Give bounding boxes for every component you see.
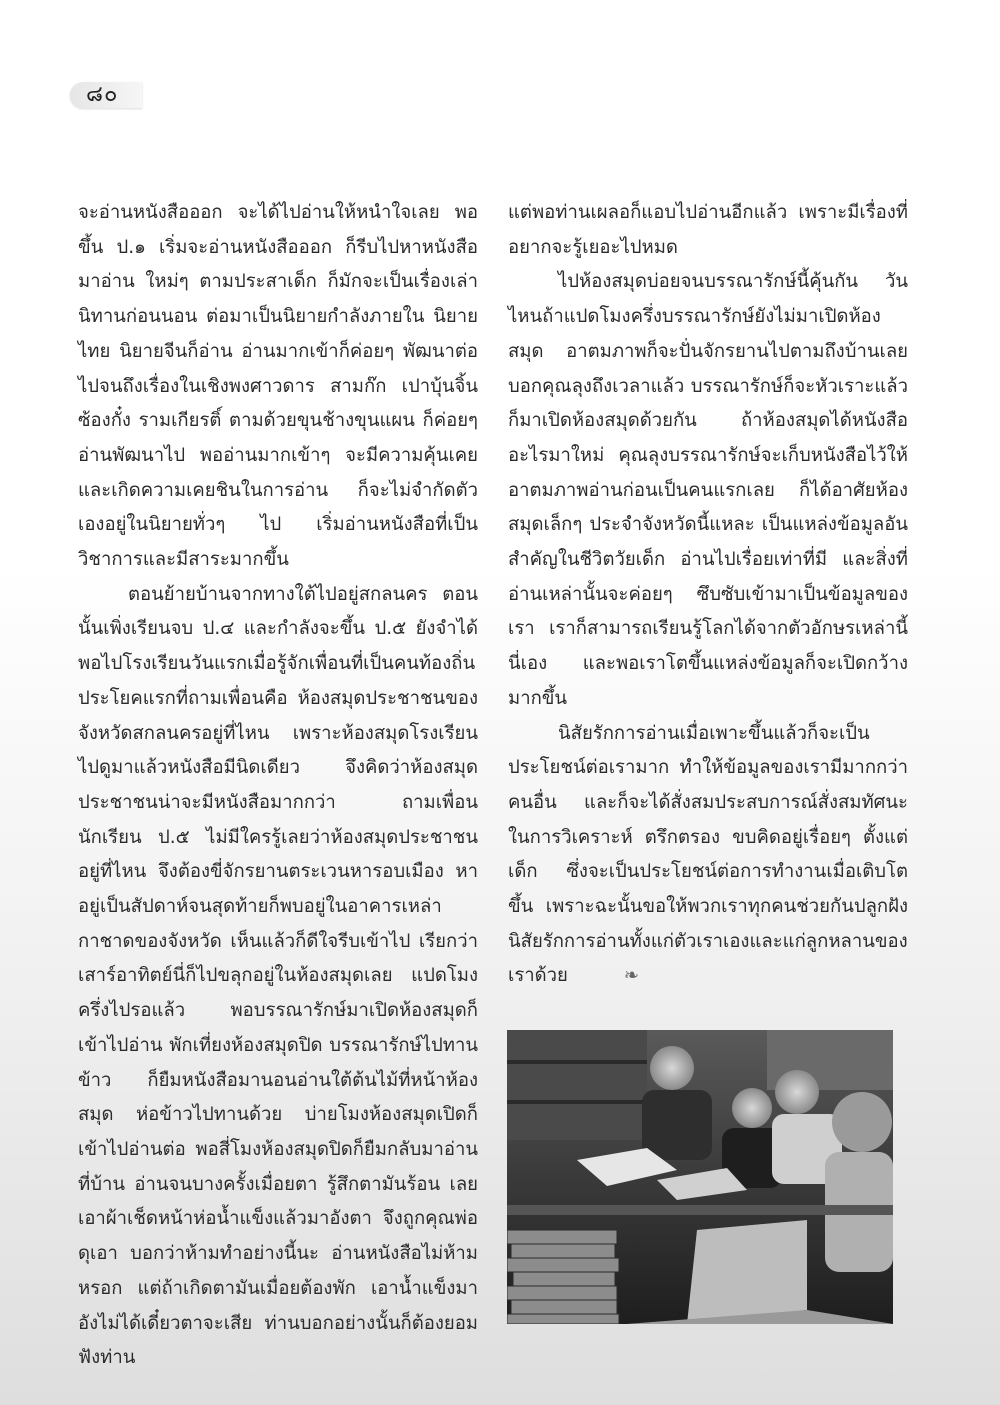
paragraph: ตอนย้ายบ้านจากทางใต้ไปอยู่สกลนคร ตอนนั้นเพิ่งเรียนจบ ป.๔ และกำลังจะขึ้น ป.๕ ยังจำได้ พอไปโรงเรียนวันแรกเมื่อรู้จักเพื่อนที่เป็นคนท้องถิ่น ประโยคแรกที่ถามเพื่อนคือ ห้องสมุดประชาชนของจังหวัดสกลนครอยู่ที่ไหน เพราะห้องสมุดโรงเรียนไปดูมาแล้วหนังสือมีนิดเดียว จึงคิดว่าห้องสมุดประชาชนน่าจะมีหนังสือมากกว่า ถามเพื่อนนักเรียน ป.๕ ไม่มีใครรู้เลยว่าห้องสมุดประชาชนอยู่ที่ไหน จึงต้องขี่จักรยานตระเวนหารอบเมือง หาอยู่เป็นสัปดาห์จนสุดท้ายก็พบอยู่ในอาคารเหล่ากาชาดของจังหวัด เห็นแล้วก็ดีใจรีบเข้าไป เรียกว่าเสาร์อาทิตย์นี่ก็ไปขลุกอยู่ในห้องสมุดเลย แปดโมงครึ่งไปรอแล้ว พอบรรณารักษ์มาเปิดห้องสมุดก็เข้าไปอ่าน พักเที่ยงห้องสมุดปิด บรรณารักษ์ไปทานข้าว ก็ยืมหนังสือมานอนอ่านใต้ต้นไม้ที่หน้าห้องสมุด ห่อข้าวไปทานด้วย บ่ายโมงห้องสมุดเปิดก็เข้าไปอ่านต่อ พอสี่โมงห้องสมุดปิดก็ยืมกลับมาอ่านที่บ้าน อ่านจนบางครั้งเมื่อยตา รู้สึกตามันร้อน เลยเอาผ้าเช็ดหน้าห่อน้ำแข็งแล้วมาอังตา จึงถูกคุณพ่อดุเอา บอกว่าห้ามทำอย่างนี้นะ อ่านหนังสือไม่ห้ามหรอก แต่ถ้าเกิดตามันเมื่อยต้องพัก เอาน้ำแข็งมาอังไม่ได้เดี๋ยวตาจะเสีย ท่านบอกอย่างนั้นก็ต้องยอมฟังท่าน: [78, 583, 478, 1369]
left-column: [78, 196, 478, 1376]
page-number: ๘๐: [86, 82, 119, 107]
right-column: [508, 196, 908, 994]
paragraph: จะอ่านหนังสือออก จะได้ไปอ่านให้หนำใจเลย พอขึ้น ป.๑ เริ่มจะอ่านหนังสือออก ก็รีบไปหาหนังสือมาอ่าน ใหม่ๆ ตามประสาเด็ก ก็มักจะเป็นเรื่องเล่านิทานก่อนนอน ต่อมาเป็นนิยายกำลังภายใน นิยายไทย นิยายจีนก็อ่าน อ่านมากเข้าก็ค่อยๆ พัฒนาต่อไปจนถึงเรื่องในเชิงพงศาวดาร สามก๊ก เปาบุ้นจิ้น ซ้องกั๋ง รามเกียรติ์ ตามด้วยขุนช้างขุนแผน ก็ค่อยๆ อ่านพัฒนาไป พออ่านมากเข้าๆ จะมีความคุ้นเคยและเกิดความเคยชินในการอ่าน ก็จะไม่จำกัดตัวเองอยู่ในนิยายทั่วๆ ไป เริ่มอ่านหนังสือที่เป็นวิชาการและมีสาระมากขึ้น: [78, 202, 478, 571]
leaf-icon: ❧: [623, 965, 639, 987]
photo-illustration: [507, 1030, 893, 1324]
library-reading-photo: [507, 1030, 893, 1324]
paragraph: ไปห้องสมุดบ่อยจนบรรณารักษ์นี้คุ้นกัน วันไหนถ้าแปดโมงครึ่งบรรณารักษ์ยังไม่มาเปิดห้องสมุด อาตมภาพก็จะปั่นจักรยานไปตามถึงบ้านเลย บอกคุณลุงถึงเวลาแล้ว บรรณารักษ์ก็จะหัวเราะแล้วก็มาเปิดห้องสมุดด้วยกัน ถ้าห้องสมุดได้หนังสืออะไรมาใหม่ คุณลุงบรรณารักษ์จะเก็บหนังสือไว้ให้อาตมภาพอ่านก่อนเป็นคนแรกเลย ก็ได้อาศัยห้องสมุดเล็กๆ ประจำจังหวัดนี้แหละ เป็นแหล่งข้อมูลอันสำคัญในชีวิตวัยเด็ก อ่านไปเรื่อยเท่าที่มี และสิ่งที่อ่านเหล่านั้นจะค่อยๆ ซึบซับเข้ามาเป็นข้อมูลของเรา เราก็สามารถเรียนรู้โลกได้จากตัวอักษรเหล่านี้นี่เอง และพอเราโตขึ้นแหล่งข้อมูลก็จะเปิดกว้างมากขึ้น: [508, 271, 908, 709]
paragraph-final: [508, 717, 908, 995]
paragraph: แต่พอท่านเผลอก็แอบไปอ่านอีกแล้ว เพราะมีเรื่องที่อยากจะรู้เยอะไปหมด: [508, 202, 908, 258]
paragraph-text: นิสัยรักการอ่านเมื่อเพาะขึ้นแล้วก็จะเป็นประโยชน์ต่อเรามาก ทำให้ข้อมูลของเรามีมากกว่าคนอื่น และก็จะได้สั่งสมประสบการณ์สั่งสมทัศนะในการวิเคราะห์ ตรึกตรอง ขบคิดอยู่เรื่อยๆ ตั้งแต่เด็ก ซึ่งจะเป็นประโยชน์ต่อการทำงานเมื่อเติบโตขึ้น เพราะฉะนั้นขอให้พวกเราทุกคนช่วยกันปลูกฝังนิสัยรักการอ่านทั้งแก่ตัวเราเองและแก่ลูกหลานของเราด้วย: [508, 722, 908, 987]
